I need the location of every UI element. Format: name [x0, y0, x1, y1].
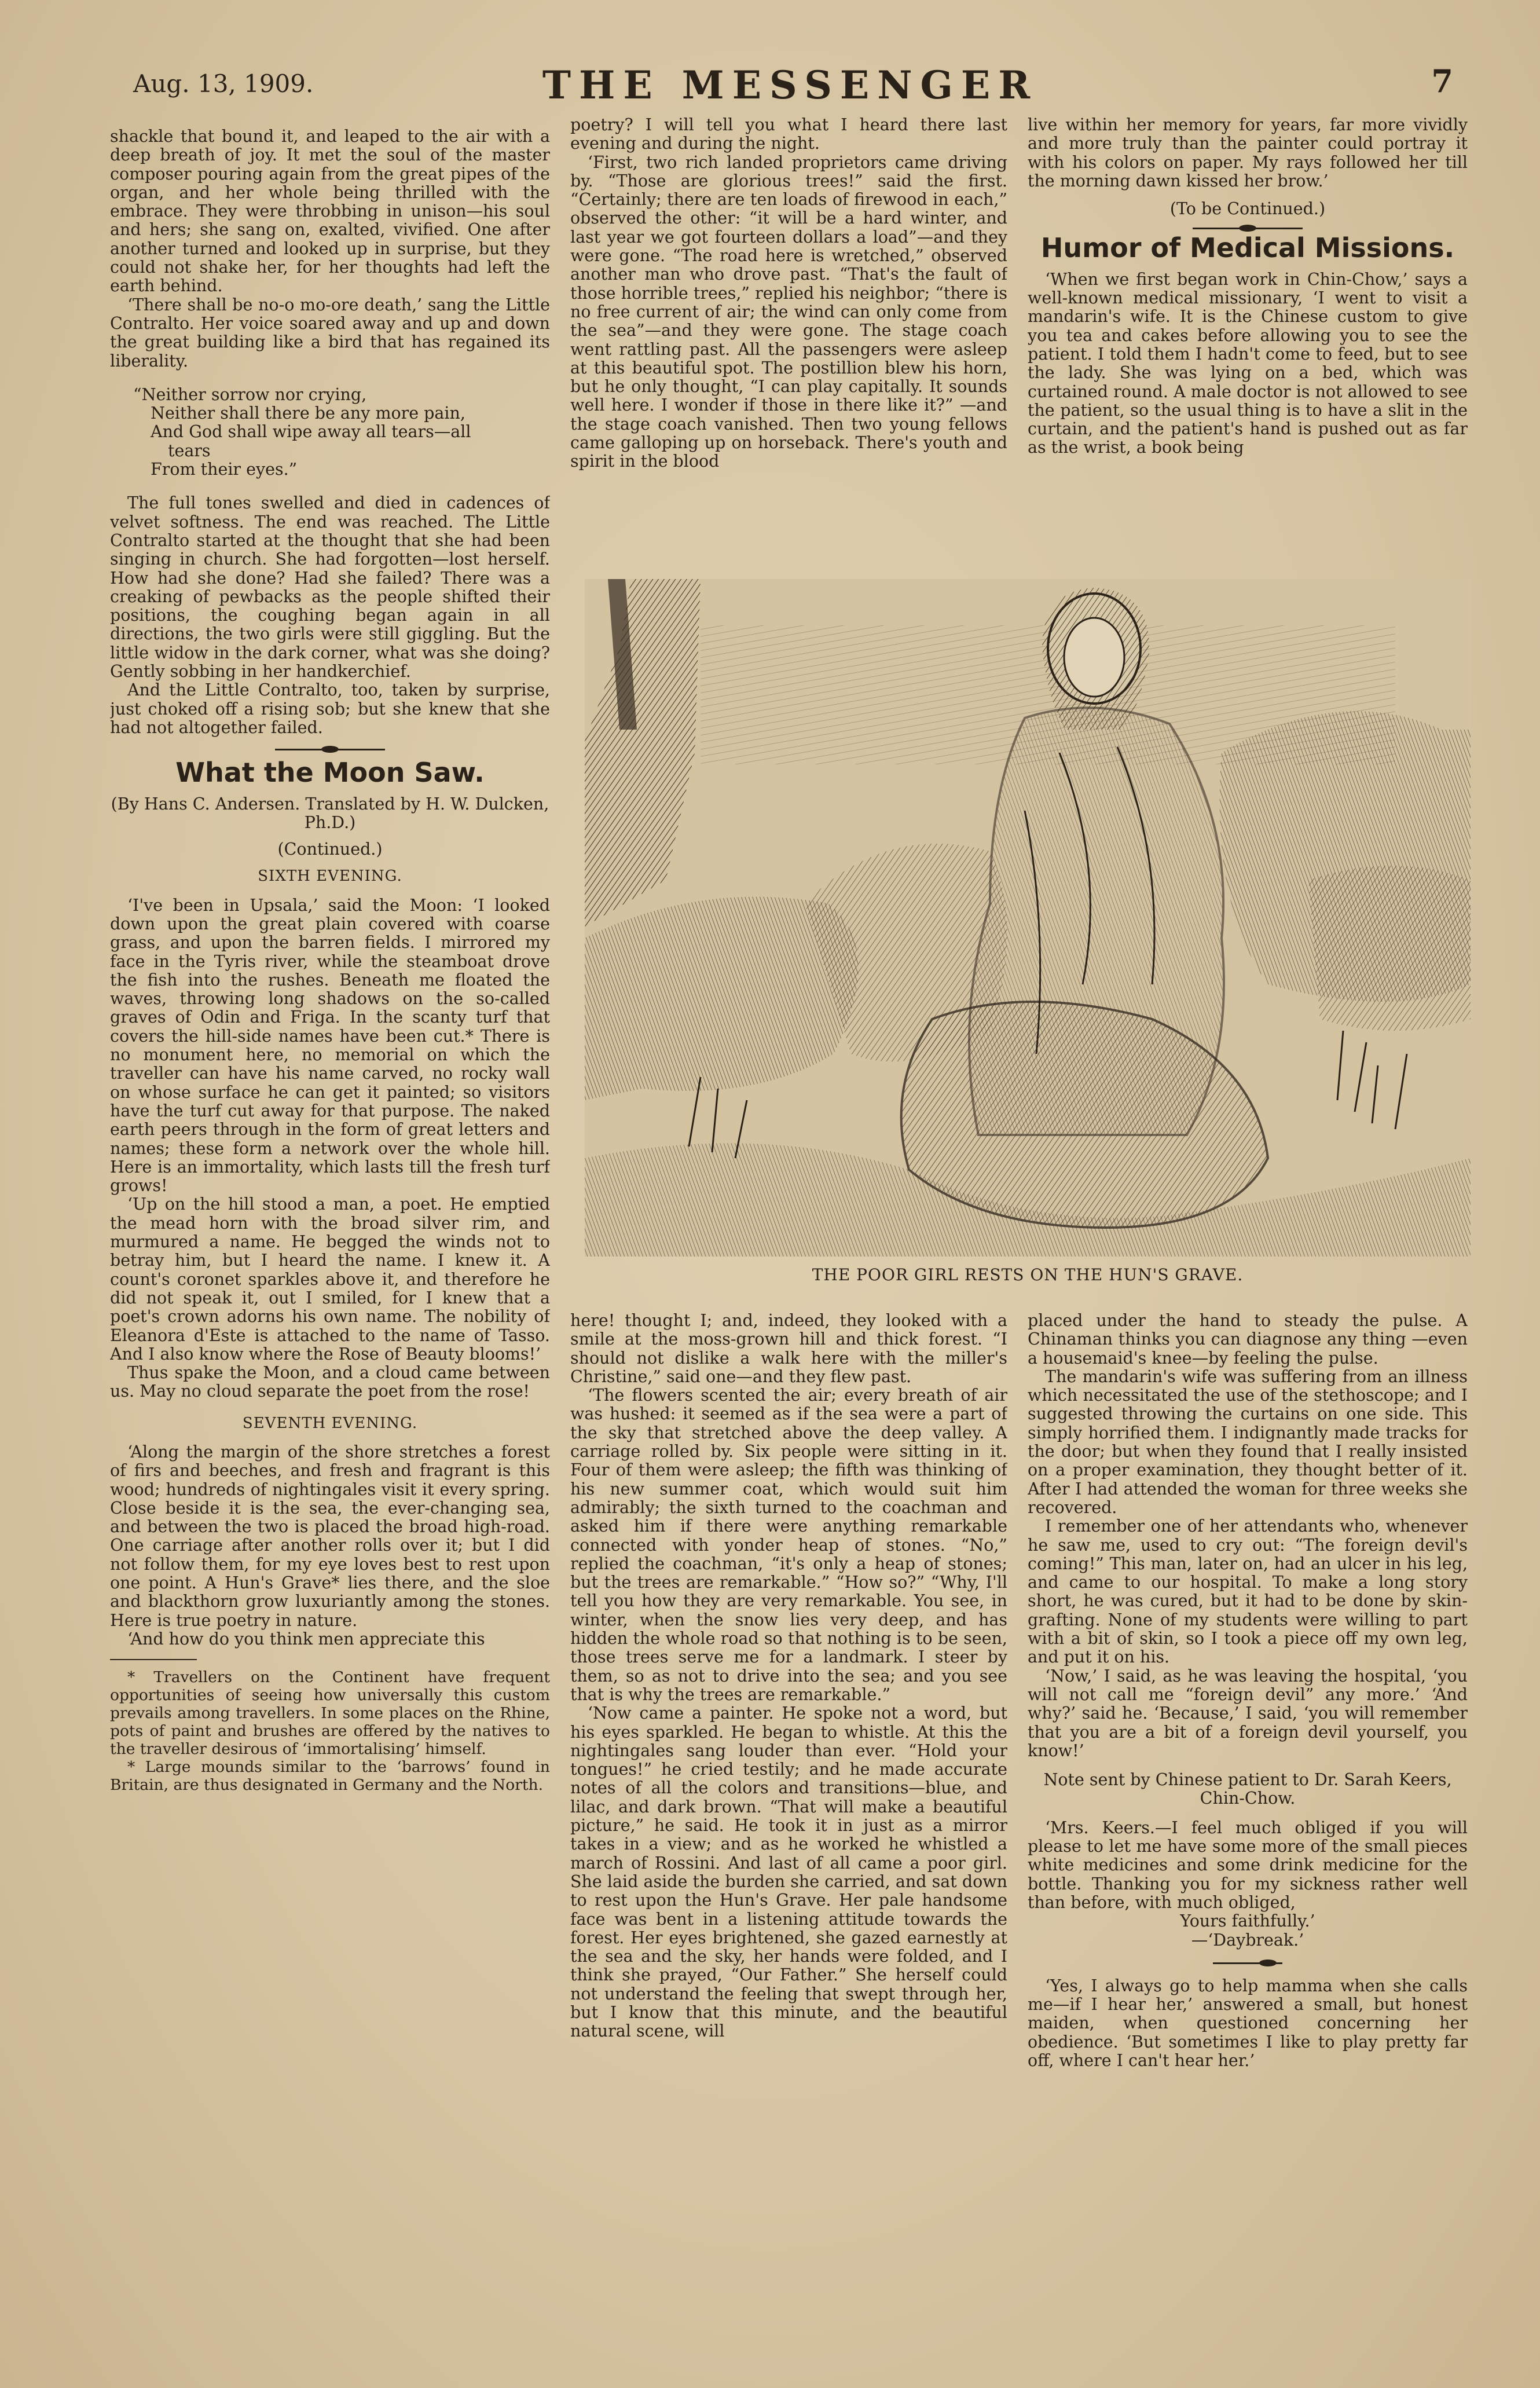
masthead	[110, 63, 1471, 109]
section-divider	[1193, 228, 1303, 229]
story-paragraph: ‘Yes, I always go to help mamma when she calls me—if I hear her,’ answered a small, but honest maiden, when questioned concerning her obedience. ‘But sometimes I like to play pretty far off, where I can't hear her.’	[1028, 1976, 1468, 2070]
footnote: * Travellers on the Continent have frequent opportunities of seeing how universally this custom prevails among travellers. In some places on the Rhine, pots of paint and brushes are offered by the natives to the traveller desirous of ‘immortalising’ himself.	[110, 1668, 550, 1759]
section-divider	[1213, 1962, 1282, 1964]
page-number: 7	[1431, 63, 1453, 100]
story-paragraph: The mandarin's wife was suffering from an illness which necessitated the use of the stethoscope; and I suggested throwing the curtains on one side. This simply horrified them. I indignantly made tracks for the door; but when they found that I really insisted on a proper examination, they thought better of it. After I had attended the woman for three weeks she recovered.	[1028, 1367, 1468, 1517]
story-paragraph: I remember one of her attendants who, whenever he saw me, used to cry out: “The foreign devil's coming!” This man, later on, had an ulcer in his leg, and came to our hospital. To make a long story short, he was cured, but it had to be done by skin-grafting. None of my students were willing to part with a bit of skin, so I took a piece off my own leg, and put it on his.	[1028, 1517, 1468, 1667]
story-paragraph: ‘There shall be no-o mo-ore death,’ sang the Little Contralto. Her voice soared away and up and down the great building like a bird that has regained its liberality.	[110, 295, 550, 371]
letter-signoff: Yours faithfully.’	[1180, 1911, 1315, 1931]
story-paragraph: ‘The flowers scented the air; every breath of air was hushed: it seemed as if the sea were a part of the sky that stretched above the deep valley. A carriage rolled by. Six people were sitting in it. Four of them were asleep; the fifth was thinking of his new summer coat, which would suit him admirably; the sixth turned to the coachman and asked him if there were anything remarkable connected with yonder heap of stones. “No,” replied the coachman, “it's only a heap of stones; but the trees are remarkable.” “How so?” “Why, I'll tell you how they are very remarkable. You see, in winter, when the snow lies very deep, and has hidden the whole road so that nothing is to be seen, those trees serve me for a landmark. I steer by them, so as not to drive into the sea; and you see that is why the trees are remarkable.”	[570, 1386, 1007, 1704]
letter-signature: —‘Daybreak.’	[1191, 1930, 1304, 1950]
footnote-rule	[110, 1659, 197, 1660]
story-paragraph: ‘And how do you think men appreciate this	[127, 1629, 485, 1649]
story-paragraph: ‘When we first began work in Chin-Chow,’ says a well-known medical missionary, ‘I went to visit a mandarin's wife. It is the Chinese custom to give you tea and cakes before allowing you to see the patient. I told them I hadn't come to feed, but to see the lady. She was lying on a bed, which was curtained round. A male doctor is not allowed to see the patient, so the usual thing is to have a slit in the curtain, and the patient's hand is pushed out as far as the wrist, a book being	[1028, 269, 1468, 457]
hymn-quote	[133, 386, 550, 479]
byline: (By Hans C. Andersen. Translated by H. W. Dulcken, Ph.D.)	[111, 794, 549, 832]
story-paragraph: The full tones swelled and died in cadences of velvet softness. The end was reached. The Little Contralto started at the thought that she had been singing in church. She had forgotten—lost herself. How had she done? Had she failed? There was a creaking of pewbacks as the people shifted their positions, the coughing began again in all directions, the two girls were still giggling. But the little widow in the dark corner, what was she doing? Gently sobbing in her handkerchief.	[110, 493, 550, 682]
story-paragraph: Thus spake the Moon, and a cloud came between us. May no cloud separate the poet from the rose!	[110, 1363, 550, 1401]
story-paragraph: ‘Now,’ I said, as he was leaving the hospital, ‘you will not call me “foreign devil” any more.’ ‘And why?’ said he. ‘Because,’ I said, ‘you will remember that you are a bit of a foreign devil yourself, you know!’	[1028, 1666, 1468, 1760]
illustration-caption: THE POOR GIRL RESTS ON THE HUN'S GRAVE.	[812, 1265, 1244, 1284]
article-headline-moon: What the Moon Saw.	[175, 757, 485, 789]
story-paragraph: ‘Now came a painter. He spoke not a word, but his eyes sparkled. He began to whistle. At this the nightingales sang louder than ever. “Hold your tongues!” he cried testily; and he made accurate notes of all the colors and transitions—blue, and lilac, and dark brown. “That will make a beautiful picture,” he said. He took it in just as a mirror takes in a view; and as he worked he whistled a march of Rossini. And last of all came a poor girl. She laid aside the burden she carried, and sat down to rest upon the Hun's Grave. Her pale handsome face was bent in a listening attitude towards the forest. Her eyes brightened, she gazed earnestly at the sea and the sky, her hands were folded, and I think she prayed, “Our Father.” She herself could not understand the feeling that swept through her, but I know that this minute, and the beautiful natural scene, will	[570, 1704, 1007, 2041]
story-paragraph: ‘Up on the hill stood a man, a poet. He emptied the mead horn with the broad silver rim, and murmured a name. He begged the winds not to betray him, but I heard the name. I knew it. A count's coronet sparkles above it, and therefore he did not speak it, out I smiled, for I knew that a poet's crown adorns his own name. The nobility of Eleanora d'Este is attached to the name of Tasso. And I also know where the Rose of Beauty blooms!’	[110, 1195, 550, 1364]
section-divider	[275, 749, 385, 750]
article-headline-humor: Humor of Medical Missions.	[1040, 232, 1455, 264]
story-paragraph: here! thought I; and, indeed, they looked with a smile at the moss-grown hill and thick forest. “I should not dislike a walk here with the miller's Christine,” said one—and they flew past.	[570, 1312, 1007, 1386]
column-1	[110, 127, 550, 2305]
poem-line: Neither shall there be any more pain,	[151, 404, 465, 423]
column-3-top	[1028, 116, 1468, 567]
section-subhead: SEVENTH EVENING.	[242, 1414, 418, 1432]
poem-line: From their eyes.”	[151, 460, 298, 479]
poem-line: “Neither sorrow nor crying,	[133, 384, 367, 404]
column-3-bottom	[1028, 1312, 1468, 2302]
letter-body: ‘Mrs. Keers.—I feel much obliged if you will please to let me have some more of the small pieces white medicines and some drink medicine for the bottle. Thanking you for my sickness rather well than before, with much obliged,	[1028, 1818, 1468, 1912]
section-subhead: SIXTH EVENING.	[258, 867, 402, 885]
story-paragraph: shackle that bound it, and leaped to the air with a deep breath of joy. It met the soul of the master composer pouring again from the great pipes of the organ, and her whole being thrilled with the embrace. They were throbbing in unison—his soul and hers; she sang on, exalted, vivified. One after another turned and looked up in surprise, but they could not shake her, for her thoughts had left the earth behind.	[110, 127, 550, 296]
story-paragraph: poetry? I will tell you what I heard there last evening and during the night.	[570, 116, 1007, 153]
poem-line: And God shall wipe away all tears—all	[151, 422, 471, 442]
story-paragraph: placed under the hand to steady the pulse. A Chinaman thinks you can diagnose any thing —even a housemaid's knee—by feeling the pulse.	[1028, 1312, 1468, 1368]
story-paragraph: ‘First, two rich landed proprietors came driving by. “Those are glorious trees!” said the first. “Certainly; there are ten loads of firewood in each,” observed the other: “it will be a hard winter, and last year we got fourteen dollars a load”—and they were gone. “The road here is wretched,” observed another man who drove past. “That's the fault of those horrible trees,” replied his neighbor; “there is no free current of air; the wind can only come from the sea”—and they were gone. The stage coach went rattling past. All the passengers were asleep at this beautiful spot. The postillion blew his horn, but he only thought, “I can play capitally. It sounds well here. I wonder if those in there like it?” —and the stage coach vanished. Then two young fellows came galloping up on horseback. There's youth and spirit in the blood	[570, 152, 1007, 471]
issue-date: Aug. 13, 1909.	[133, 69, 314, 98]
poem-line: tears	[168, 441, 211, 460]
engraving-illustration	[585, 579, 1471, 1257]
story-paragraph: ‘Along the margin of the shore stretches a forest of firs and beeches, and fresh and fragrant is this wood; hundreds of nightingales visit it every spring. Close beside it is the sea, the ever-changing sea, and between the two is placed the broad high-road. One carriage after another rolls over it; but I did not follow them, for my eye loves best to rest upon one point. A Hun's Grave* lies there, and the sloe and blackthorn grow luxuriantly among the stones. Here is true poetry in nature.	[110, 1442, 550, 1630]
continued-label: (To be Continued.)	[1169, 199, 1326, 219]
engraving-drawing	[585, 579, 1471, 1257]
story-paragraph: ‘I've been in Upsala,’ said the Moon: ‘I looked down upon the great plain covered with coarse grass, and upon the barren fields. I mirrored my face in the Tyris river, while the steamboat drove the fish into the rushes. Beneath me floated the waves, throwing long shadows on the so-called graves of Odin and Friga. In the scanty turf that covers the hill-side names have been cut.* There is no monument here, no memorial on which the traveller can have his name carved, no rocky wall on whose surface he can get it painted; so visitors have the turf cut away for that purpose. The naked earth peers through in the form of great letters and names; these form a network over the whole hill. Here is an immortality, which lasts till the fresh turf grows!	[110, 895, 550, 1196]
column-2-bottom	[570, 1312, 1007, 2302]
column-2-top	[570, 116, 1007, 556]
story-paragraph: live within her memory for years, far more vividly and more truly than the painter could portray it with his colors on paper. My rays followed her till the morning dawn kissed her brow.’	[1028, 116, 1468, 191]
newspaper-title: THE MESSENGER	[542, 63, 1039, 108]
continued-label: (Continued.)	[277, 840, 383, 859]
note-heading: Note sent by Chinese patient to Dr. Sarah Keers, Chin-Chow.	[1043, 1770, 1452, 1808]
footnote: * Large mounds similar to the ‘barrows’ found in Britain, are thus designated in Germany and the North.	[110, 1758, 550, 1794]
story-paragraph: And the Little Contralto, too, taken by surprise, just choked off a rising sob; but she knew that she had not altogether failed.	[110, 680, 550, 737]
